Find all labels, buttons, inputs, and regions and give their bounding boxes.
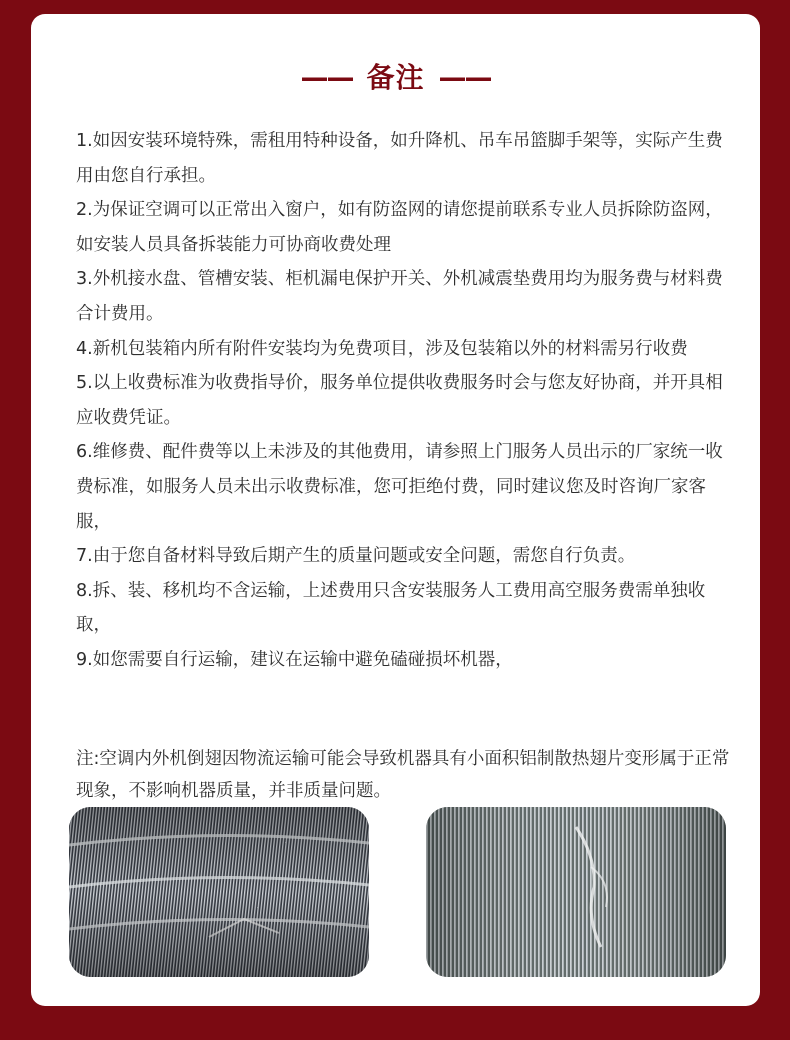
heading-right-dashes: —— bbox=[438, 61, 491, 94]
notes-list bbox=[76, 124, 726, 678]
note-item-8: 8.拆、装、移机均不含运输，上述费用只含安装服务人工费用高空服务费需单独收取， bbox=[76, 580, 706, 636]
fin-photo-left bbox=[69, 807, 369, 977]
fin-photo-right bbox=[426, 807, 726, 977]
note-item-2: 2.为保证空调可以正常出入窗户，如有防盗网的请您提前联系专业人员拆除防盗网，如安装人员具备拆装能力可协商收费处理 bbox=[76, 200, 723, 255]
footnote: 注:空调内外机倒翅因物流运输可能会导致机器具有小面积铝制散热翅片变形属于正常现象，不影响机器质量，并非质量问题。 bbox=[76, 748, 730, 801]
notes-card bbox=[31, 14, 760, 1006]
note-item-1: 1.如因安装环境特殊，需租用特种设备，如升降机、吊车吊篮脚手架等，实际产生费用由您自行承担。 bbox=[76, 131, 723, 186]
section-heading bbox=[31, 58, 760, 98]
heading-left-dashes: —— bbox=[300, 61, 353, 94]
note-item-5: 5.以上收费标准为收费指导价，服务单位提供收费服务时会与您友好协商，并开具相应收费凭证。 bbox=[76, 373, 723, 428]
note-item-6: 6.维修费、配件费等以上未涉及的其他费用，请参照上门服务人员出示的厂家统一收费标准，如服务人员未出示收费标准，您可拒绝付费，同时建议您及时咨询厂家客服， bbox=[76, 442, 723, 532]
fin-photo-right-image bbox=[426, 807, 726, 977]
fin-photo-left-image bbox=[69, 807, 369, 977]
note-item-3: 3.外机接水盘、管槽安装、柜机漏电保护开关、外机减震垫费用均为服务费与材料费合计费用。 bbox=[76, 269, 723, 324]
heading-title: 备注 bbox=[366, 61, 425, 94]
note-item-7: 7.由于您自备材料导致后期产生的质量问题或安全问题，需您自行负责。 bbox=[76, 546, 636, 567]
note-item-4: 4.新机包装箱内所有附件安装均为免费项目，涉及包装箱以外的材料需另行收费 bbox=[76, 338, 688, 359]
note-item-9: 9.如您需要自行运输，建议在运输中避免磕碰损坏机器， bbox=[76, 649, 513, 670]
